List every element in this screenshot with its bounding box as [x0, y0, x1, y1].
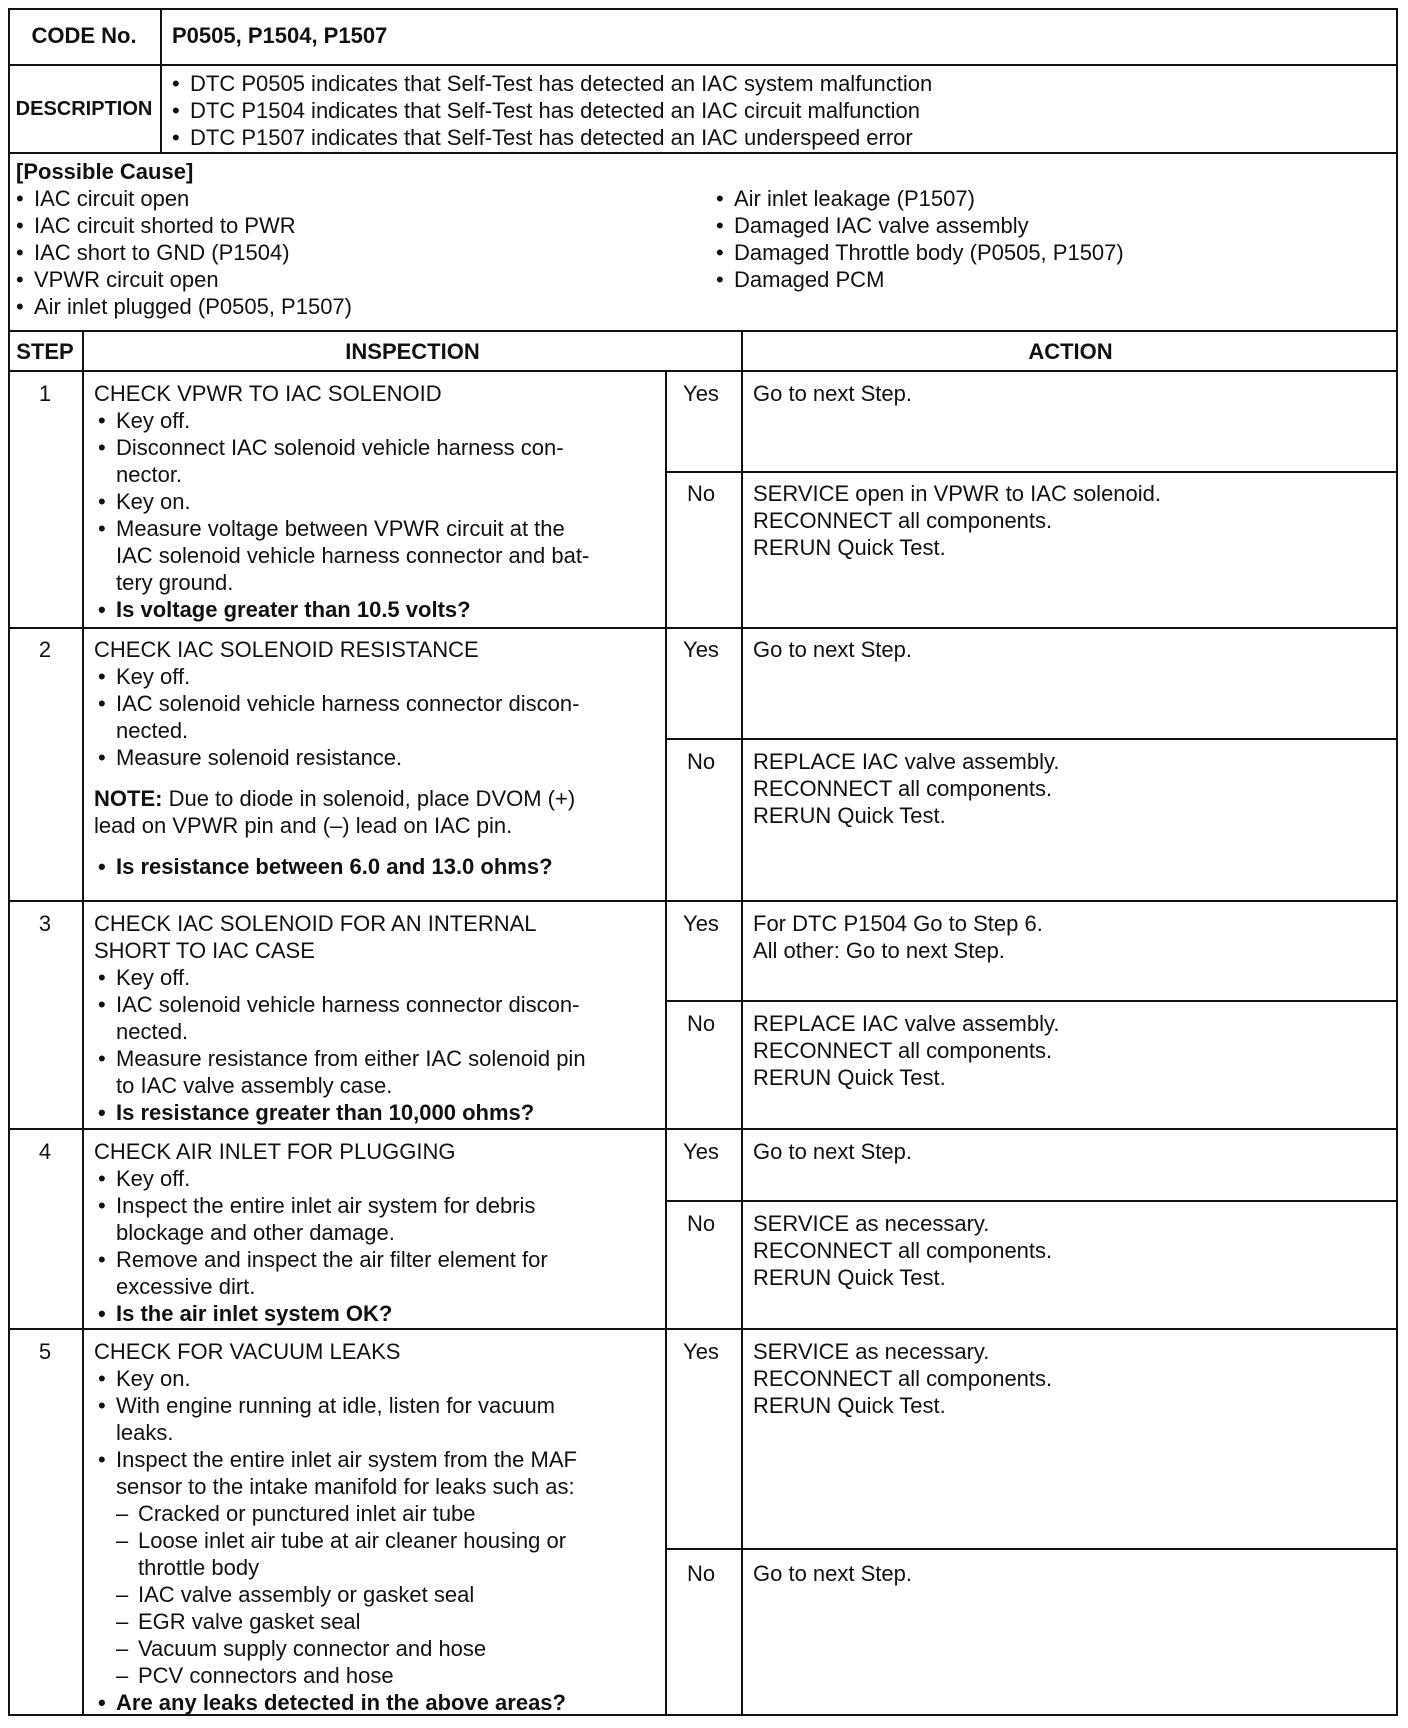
step-header: STEP [16, 339, 74, 364]
step-bullets [94, 1365, 577, 1500]
step-number: 3 [38, 911, 52, 936]
no-action: REPLACE IAC valve assembly. RECONNECT all components. RERUN Quick Test. [753, 749, 1060, 828]
step-bullet: • Measure resistance from either IAC solenoid pin to IAC valve assembly case. [94, 1045, 586, 1099]
row-separator [8, 1128, 1398, 1130]
step-bullets [94, 663, 579, 771]
step-4-inspection [94, 1138, 548, 1327]
step-2-inspection [94, 636, 579, 880]
step-bullet: • IAC solenoid vehicle harness connector discon- nected. [94, 991, 586, 1045]
code-divider [160, 8, 162, 66]
step-question: • Is resistance between 6.0 and 13.0 ohms? [94, 853, 579, 880]
step-bullet: • Inspect the entire inlet air system from the MAF sensor to the intake manifold for leaks such as: [94, 1446, 577, 1500]
step-number: 5 [38, 1339, 52, 1364]
step-bullet: • Measure solenoid resistance. [94, 744, 579, 771]
step-bullet: • Key on. [94, 1365, 577, 1392]
step-question: • Is the air inlet system OK? [94, 1300, 548, 1327]
code-label: CODE No. [31, 23, 137, 48]
step-bullets [94, 407, 589, 623]
step-subitem: – PCV connectors and hose [94, 1662, 577, 1689]
step-title: CHECK IAC SOLENOID RESISTANCE [94, 637, 479, 662]
cause-item: • Air inlet plugged (P0505, P1507) [12, 293, 352, 320]
step-bullet: • Disconnect IAC solenoid vehicle harness con- nector. [94, 434, 589, 488]
yes-label: Yes [683, 1139, 719, 1164]
no-label: No [686, 1561, 716, 1586]
table-header-rule [8, 370, 1398, 372]
cause-item: • Damaged IAC valve assembly [712, 212, 1124, 239]
action-column-divider [741, 330, 743, 1716]
step-question: • Is voltage greater than 10.5 volts? [94, 596, 589, 623]
yes-action: Go to next Step. [753, 1139, 912, 1164]
step-question-list [94, 1689, 577, 1716]
step-number: 1 [38, 381, 52, 406]
yesno-column-divider [665, 370, 667, 1716]
step-bullet: • Key off. [94, 663, 579, 690]
row-separator [8, 1328, 1398, 1330]
cause-item: • Damaged PCM [712, 266, 1124, 293]
step-title: CHECK IAC SOLENOID FOR AN INTERNAL SHORT TO IAC CASE [94, 911, 537, 963]
step-subitem: – Cracked or punctured inlet air tube [94, 1500, 577, 1527]
possible-cause-right-list [712, 185, 1124, 293]
step-bullet: • Measure voltage between VPWR circuit at the IAC solenoid vehicle harness connector and bat- tery ground. [94, 515, 589, 596]
step-question-list [94, 853, 579, 880]
code-value: P0505, P1504, P1507 [172, 23, 388, 48]
step-bullets [94, 1165, 548, 1327]
yes-no-separator [665, 1000, 1398, 1002]
step-title: CHECK VPWR TO IAC SOLENOID [94, 381, 442, 406]
step-1-inspection [94, 380, 589, 623]
possible-cause-title: [Possible Cause] [16, 159, 194, 184]
note-text: Due to diode in solenoid, place DVOM (+) lead on VPWR pin and (–) lead on IAC pin. [94, 786, 576, 838]
cause-item: • Damaged Throttle body (P0505, P1507) [712, 239, 1124, 266]
yes-label: Yes [683, 637, 719, 662]
step-bullet: • Key on. [94, 488, 589, 515]
cause-item: • IAC short to GND (P1504) [12, 239, 352, 266]
step-bullet: • Inspect the entire inlet air system for debris blockage and other damage. [94, 1192, 548, 1246]
step-bullets [94, 964, 586, 1126]
yes-label: Yes [683, 1339, 719, 1364]
no-label: No [686, 1211, 716, 1236]
yes-no-separator [665, 1548, 1398, 1550]
yes-label: Yes [683, 911, 719, 936]
row-separator [8, 900, 1398, 902]
step-bullet: • Key off. [94, 407, 589, 434]
no-action: SERVICE as necessary. RECONNECT all components. RERUN Quick Test. [753, 1211, 1053, 1290]
yes-no-separator [665, 1200, 1398, 1202]
yes-action: Go to next Step. [753, 381, 912, 406]
step-bullet: • IAC solenoid vehicle harness connector discon- nected. [94, 690, 579, 744]
step-column-divider [82, 330, 84, 1716]
step-bullet: • Key off. [94, 964, 586, 991]
yes-action: For DTC P1504 Go to Step 6. All other: Go to next Step. [753, 911, 1043, 963]
yes-action: Go to next Step. [753, 637, 912, 662]
step-subitem: – Vacuum supply connector and hose [94, 1635, 577, 1662]
action-header: ACTION [1028, 339, 1113, 364]
step-bullet: • Key off. [94, 1165, 548, 1192]
step-question: • Is resistance greater than 10,000 ohms? [94, 1099, 586, 1126]
no-label: No [686, 481, 716, 506]
description-item: • DTC P1507 indicates that Self-Test has detected an IAC underspeed error [168, 124, 932, 151]
possible-cause-left-list [12, 185, 352, 320]
step-subitem: – Loose inlet air tube at air cleaner housing or throttle body [94, 1527, 577, 1581]
no-action: Go to next Step. [753, 1561, 912, 1586]
note-label: NOTE: [94, 786, 163, 811]
description-list [168, 70, 932, 151]
step-title: CHECK FOR VACUUM LEAKS [94, 1339, 401, 1364]
step-subitem: – EGR valve gasket seal [94, 1608, 577, 1635]
description-item: • DTC P1504 indicates that Self-Test has detected an IAC circuit malfunction [168, 97, 932, 124]
cause-item: • Air inlet leakage (P1507) [712, 185, 1124, 212]
step-bullet: • Remove and inspect the air filter element for excessive dirt. [94, 1246, 548, 1300]
yes-label: Yes [683, 381, 719, 406]
cause-item: • IAC circuit open [12, 185, 352, 212]
cause-item: • VPWR circuit open [12, 266, 352, 293]
step-subitem: – IAC valve assembly or gasket seal [94, 1581, 577, 1608]
step-number: 2 [38, 637, 52, 662]
step-question: • Are any leaks detected in the above areas? [94, 1689, 577, 1716]
yes-action: SERVICE as necessary. RECONNECT all components. RERUN Quick Test. [753, 1339, 1053, 1418]
description-item: • DTC P0505 indicates that Self-Test has detected an IAC system malfunction [168, 70, 932, 97]
no-label: No [686, 749, 716, 774]
step-title: CHECK AIR INLET FOR PLUGGING [94, 1139, 456, 1164]
diagnostic-procedure-sheet [8, 8, 1398, 1716]
yes-no-separator [665, 738, 1398, 740]
step-bullet: • With engine running at idle, listen for vacuum leaks. [94, 1392, 577, 1446]
no-action: REPLACE IAC valve assembly. RECONNECT all components. RERUN Quick Test. [753, 1011, 1060, 1090]
step-5-inspection [94, 1338, 577, 1716]
no-action: SERVICE open in VPWR to IAC solenoid. RECONNECT all components. RERUN Quick Test. [753, 481, 1162, 560]
step-number: 4 [38, 1139, 52, 1164]
cause-item: • IAC circuit shorted to PWR [12, 212, 352, 239]
description-divider [160, 64, 162, 154]
step-3-inspection [94, 910, 586, 1126]
step-note [94, 785, 579, 839]
no-label: No [686, 1011, 716, 1036]
step-subitems [94, 1500, 577, 1689]
yes-no-separator [665, 471, 1398, 473]
row-separator [8, 627, 1398, 629]
description-label: DESCRIPTION [15, 98, 153, 120]
inspection-header: INSPECTION [345, 339, 480, 364]
